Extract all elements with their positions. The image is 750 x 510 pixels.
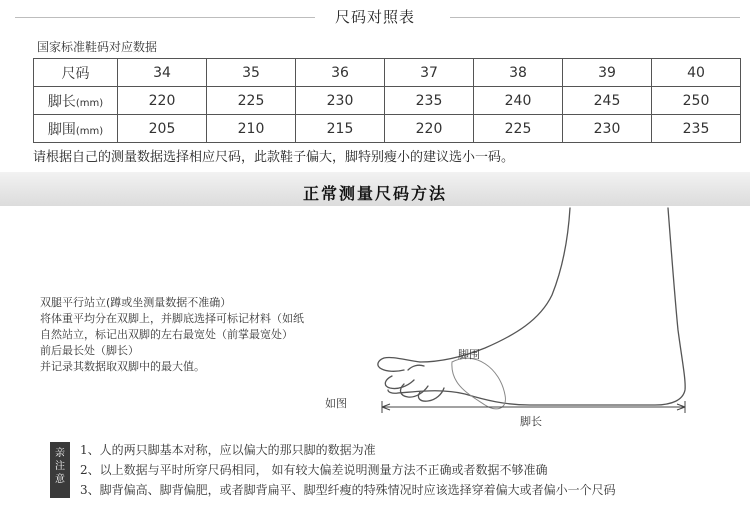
table-cell: 37 xyxy=(385,59,474,87)
length-label: 脚长 xyxy=(520,415,542,428)
instruction-line: 双腿平行站立(蹲或坐测量数据不准确） xyxy=(40,296,232,309)
row-header xyxy=(34,59,118,87)
attention-tag-char: 意 xyxy=(55,474,65,485)
table-cell: 40 xyxy=(652,59,741,87)
table-row xyxy=(34,87,741,115)
row-header xyxy=(34,87,118,115)
foot-diagram xyxy=(300,200,740,435)
fit-note: 请根据自己的测量数据选择相应尺码，此款鞋子偏大，脚特别瘦小的建议选小一码。 xyxy=(33,150,515,165)
table-cell: 220 xyxy=(118,87,207,115)
row-header xyxy=(34,115,118,143)
figure-label: 如图 xyxy=(325,397,347,410)
attention-tag-char: 亲 xyxy=(55,448,65,459)
page-title: 尺码对照表 xyxy=(334,8,415,26)
table-cell: 36 xyxy=(296,59,385,87)
table-cell: 220 xyxy=(385,115,474,143)
instruction-line: 将体重平均分在双脚上，并脚底选择可标记材料（如纸 xyxy=(40,312,304,325)
table-cell: 245 xyxy=(563,87,652,115)
table-row xyxy=(34,115,741,143)
table-caption: 国家标准鞋码对应数据 xyxy=(37,40,158,54)
table-cell: 240 xyxy=(474,87,563,115)
foot-outline-icon xyxy=(378,208,685,405)
attention-tag-char: 注 xyxy=(55,461,65,472)
table-cell: 205 xyxy=(118,115,207,143)
table-cell: 235 xyxy=(652,115,741,143)
length-arrow-icon xyxy=(382,401,685,413)
row-header-unit: (mm) xyxy=(75,125,104,137)
table-cell: 34 xyxy=(118,59,207,87)
instruction-line: 自然站立，标记出双脚的左右最宽处（前掌最宽处） xyxy=(40,328,293,341)
table-cell: 35 xyxy=(207,59,296,87)
list-item: 3、脚背偏高、脚背偏肥，或者脚背扁平、脚型纤瘦的特殊情况时应该选择穿着偏大或者偏小一个尺码 xyxy=(80,483,616,497)
table-row xyxy=(34,59,741,87)
instruction-line: 前后最长处（脚长） xyxy=(40,344,139,357)
table-cell: 225 xyxy=(474,115,563,143)
measure-instructions xyxy=(40,295,312,375)
section-title: 正常测量尺码方法 xyxy=(302,184,447,203)
table-cell: 38 xyxy=(474,59,563,87)
row-header-unit: (mm) xyxy=(75,97,104,109)
table-cell: 235 xyxy=(385,87,474,115)
table-cell: 225 xyxy=(207,87,296,115)
row-header-label: 尺码 xyxy=(61,65,90,82)
table-cell: 39 xyxy=(563,59,652,87)
table-cell: 250 xyxy=(652,87,741,115)
page-header xyxy=(0,0,750,34)
table-cell: 230 xyxy=(296,87,385,115)
tips-list xyxy=(80,440,616,500)
table-cell: 230 xyxy=(563,115,652,143)
row-header-label: 脚长 xyxy=(47,93,76,110)
table-cell: 215 xyxy=(296,115,385,143)
table-cell: 210 xyxy=(207,115,296,143)
size-table xyxy=(33,58,741,143)
row-header-label: 脚围 xyxy=(47,121,76,138)
girth-label: 脚围 xyxy=(458,348,480,361)
instruction-line: 并记录其数据取双脚中的最大值。 xyxy=(40,360,205,373)
list-item: 2、以上数据与平时所穿尺码相同， 如有较大偏差说明测量方法不正确或者数据不够准确 xyxy=(80,463,548,477)
attention-tag xyxy=(50,442,70,498)
list-item: 1、人的两只脚基本对称，应以偏大的那只脚的数据为准 xyxy=(80,443,376,457)
